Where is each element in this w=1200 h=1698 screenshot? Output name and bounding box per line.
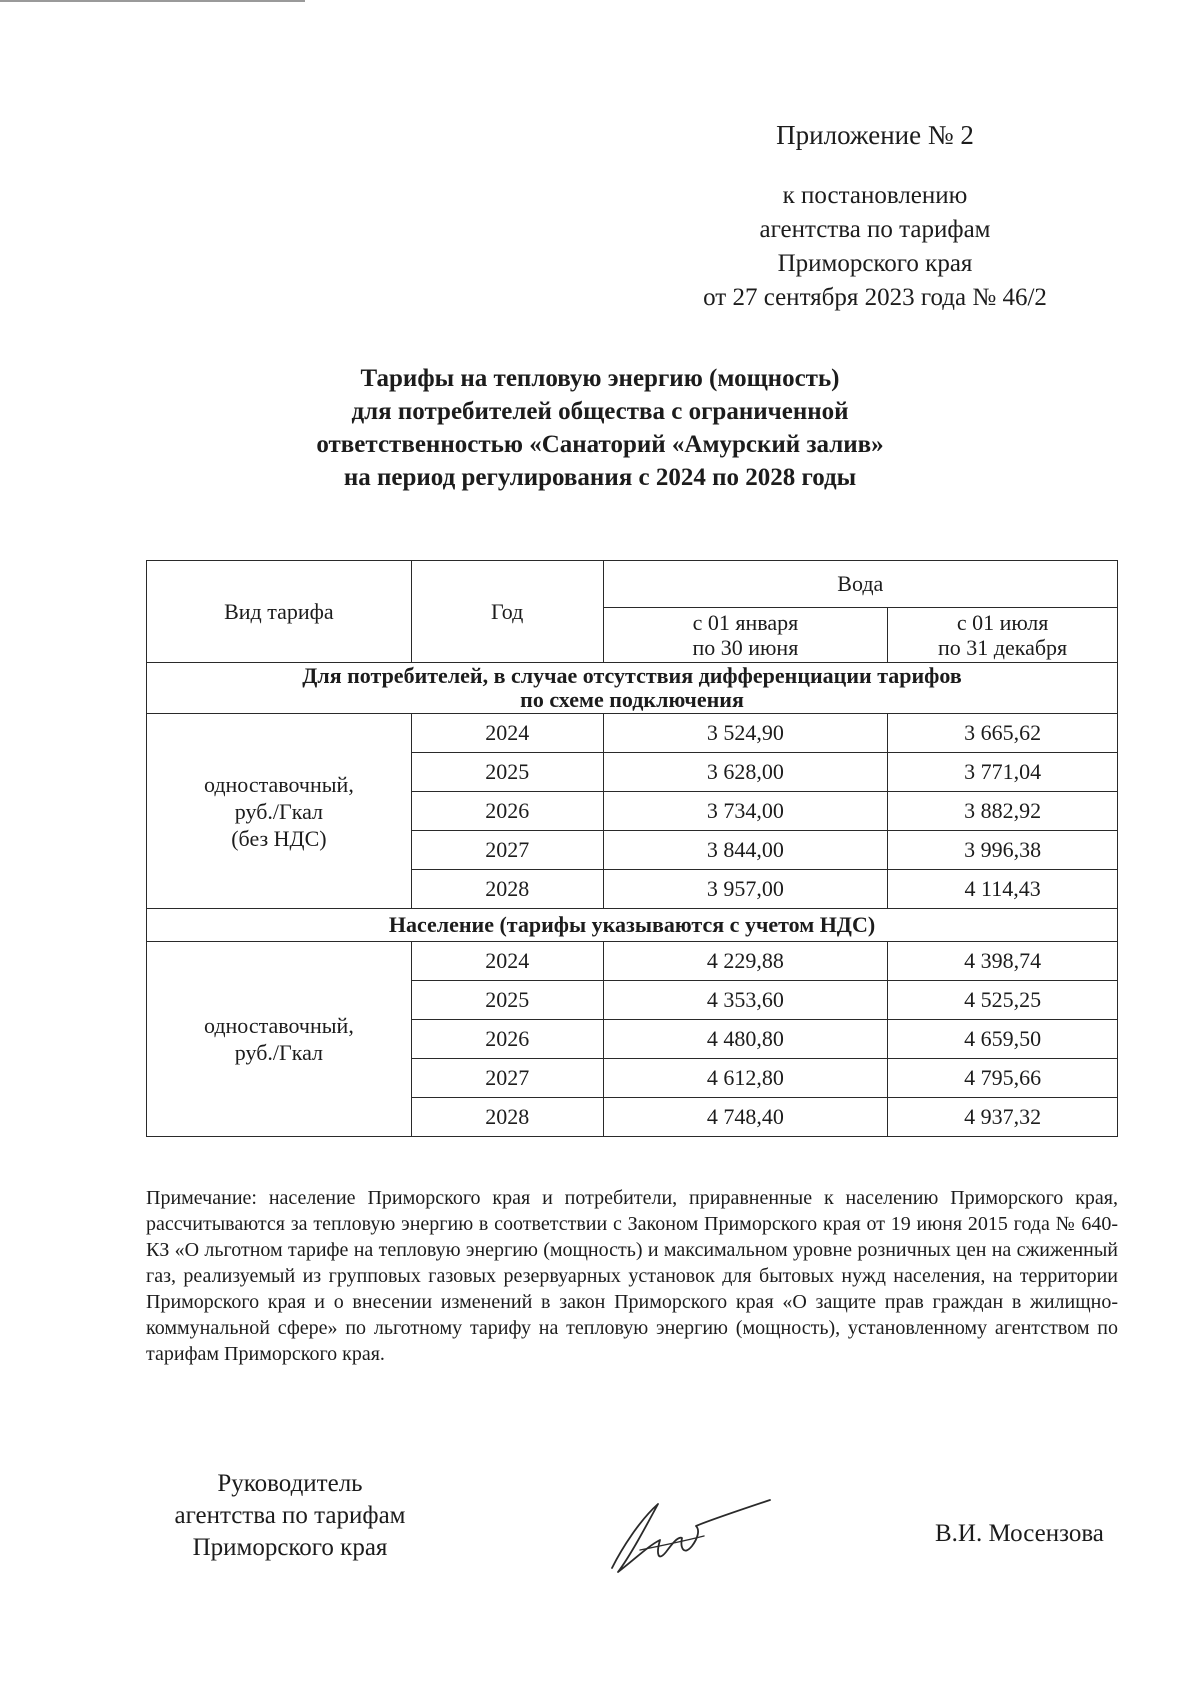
- year-cell: 2025: [411, 753, 603, 792]
- tariff-kind-cell: [147, 714, 412, 909]
- year-cell: 2027: [411, 1059, 603, 1098]
- tariff-kind-line: одноставочный,: [203, 1013, 354, 1038]
- title-line: Тарифы на тепловую энергию (мощность): [360, 365, 840, 392]
- value-h2-cell: 4 659,50: [888, 1020, 1118, 1059]
- year-cell: 2027: [411, 831, 603, 870]
- appendix-number: Приложение № 2: [776, 120, 974, 150]
- value-h2-cell: 4 398,74: [888, 942, 1118, 981]
- value-h1-cell: 4 748,40: [603, 1098, 888, 1137]
- appendix-line: Приморского края: [777, 250, 973, 277]
- section-title-line: Для потребителей, в случае отсутствия дифференциации тарифов: [302, 663, 962, 688]
- value-h1-cell: 3 844,00: [603, 831, 888, 870]
- signatory-name: В.И. Мосензова: [935, 1520, 1104, 1547]
- value-h1-cell: 4 612,80: [603, 1059, 888, 1098]
- value-h2-cell: 3 882,92: [888, 792, 1118, 831]
- year-cell: 2028: [411, 870, 603, 909]
- value-h1-cell: 3 957,00: [603, 870, 888, 909]
- value-h2-cell: 4 937,32: [888, 1098, 1118, 1137]
- tariff-table: [146, 560, 1118, 1137]
- header-period-line: с 01 июля: [956, 610, 1049, 635]
- title-line: ответственностью «Санаторий «Амурский залив»: [316, 431, 884, 458]
- year-cell: 2026: [411, 1020, 603, 1059]
- value-h2-cell: 4 114,43: [888, 870, 1118, 909]
- header-period-line: с 01 января: [692, 610, 799, 635]
- signatory-position: [140, 1468, 440, 1564]
- section-title-line: по схеме подключения: [520, 687, 744, 712]
- signatory-position-line: Руководитель: [217, 1470, 363, 1497]
- year-cell: 2025: [411, 981, 603, 1020]
- tariff-kind-line: руб./Гкал: [234, 1040, 324, 1065]
- header-period-1: [603, 608, 888, 663]
- section-header-row: [147, 663, 1118, 714]
- signatory-position-line: Приморского края: [192, 1534, 388, 1561]
- value-h1-cell: 4 229,88: [603, 942, 888, 981]
- header-period-2: [888, 608, 1118, 663]
- header-kind: Вид тарифа: [147, 561, 412, 663]
- value-h2-cell: 3 771,04: [888, 753, 1118, 792]
- year-cell: 2024: [411, 942, 603, 981]
- note-paragraph: Примечание: население Приморского края и потребители, приравненные к населению Приморского края, рассчитываются за тепловую энергию в соответствии с Законом Приморского края от 19 июня 2015 года № 640-КЗ «О льготном тарифе на тепловую энергию (мощность) и максимальном уровне розничных цен на сжиженный газ, реализуемый из групповых газовых резервуарных установок для бытовых нужд населения, на территории Приморского края и о внесении изменений в закон Приморского края «О защите прав граждан в жилищно-коммунальной сфере» по льготному тарифу на тепловую энергию (мощность), установленному агентством по тарифам Приморского края.: [146, 1187, 1118, 1365]
- value-h2-cell: 3 996,38: [888, 831, 1118, 870]
- tariff-kind-line: (без НДС): [231, 825, 327, 851]
- appendix-line: к постановлению: [782, 182, 968, 209]
- section-title: [147, 909, 1118, 942]
- year-cell: 2026: [411, 792, 603, 831]
- document-title: [130, 362, 1070, 494]
- table-row: [147, 942, 1118, 981]
- section-header-row: [147, 909, 1118, 942]
- value-h2-cell: 3 665,62: [888, 714, 1118, 753]
- year-cell: 2028: [411, 1098, 603, 1137]
- appendix-line: агентства по тарифам: [759, 216, 991, 243]
- section-title-line: Население (тарифы указываются с учетом НДС): [388, 912, 876, 937]
- scan-top-edge: [0, 0, 305, 2]
- value-h1-cell: 4 480,80: [603, 1020, 888, 1059]
- appendix-header: [660, 120, 1090, 315]
- header-period-line: по 30 июня: [692, 635, 799, 660]
- tariff-kind-cell: [147, 942, 412, 1137]
- signatory-position-line: агентства по тарифам: [174, 1502, 406, 1529]
- header-year: Год: [411, 561, 603, 663]
- handwritten-signature: [600, 1490, 780, 1580]
- tariff-kind-line: руб./Гкал: [234, 798, 324, 824]
- tariff-kind-line: одноставочный,: [203, 771, 354, 797]
- value-h1-cell: 3 734,00: [603, 792, 888, 831]
- title-line: для потребителей общества с ограниченной: [351, 398, 849, 425]
- header-period-line: по 31 декабря: [938, 635, 1068, 660]
- header-row: [147, 561, 1118, 608]
- value-h2-cell: 4 795,66: [888, 1059, 1118, 1098]
- section-title: [147, 663, 1118, 714]
- value-h1-cell: 4 353,60: [603, 981, 888, 1020]
- header-water: Вода: [603, 561, 1117, 608]
- value-h1-cell: 3 524,90: [603, 714, 888, 753]
- year-cell: 2024: [411, 714, 603, 753]
- value-h2-cell: 4 525,25: [888, 981, 1118, 1020]
- appendix-line: от 27 сентября 2023 года № 46/2: [703, 284, 1047, 311]
- value-h1-cell: 3 628,00: [603, 753, 888, 792]
- table-row: [147, 714, 1118, 753]
- title-line: на период регулирования с 2024 по 2028 годы: [343, 464, 857, 491]
